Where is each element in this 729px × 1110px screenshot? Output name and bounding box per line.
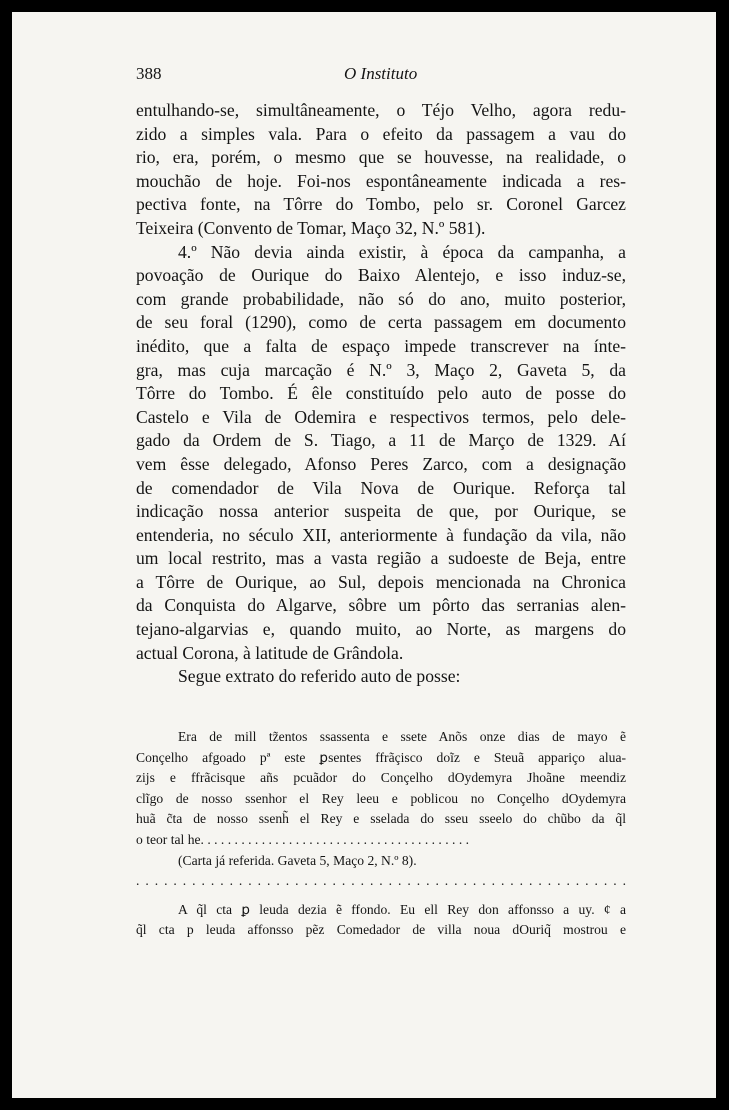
text-line: Teixeira (Convento de Tomar, Maço 32, N.º 581). [136, 217, 486, 238]
text-line: da Conquista do Algarve, sôbre um pôrto das serranias alen- [136, 595, 626, 616]
text-line: com grande probabilidade, não só do ano, muito posterior, [136, 288, 626, 309]
main-text [136, 99, 626, 689]
text-line: zido a simples vala. Para o efeito da passagem a vau do [136, 123, 626, 144]
text-line: tejano-algarvias e, quando muito, ao Norte, as margens do [136, 619, 626, 640]
text-line: actual Corona, à latitude de Grândola. [136, 642, 404, 663]
text-line: pectiva fonte, na Tôrre do Tombo, pelo sr. Coronel Garcez [136, 194, 626, 215]
page-number: 388 [136, 64, 162, 83]
text-line: a Tôrre de Ourique, ao Sul, depois mencionada na Chronica [136, 571, 626, 592]
quote-line: huã c̃ta de nosso ssenh̃ el Rey e sselada do sseu sseelo do chũbo da q̃l [136, 811, 626, 827]
quote-line: clĩgo de nosso ssenhor el Rey leeu e poblicou no Conçelho dOydemyra [136, 790, 626, 806]
text-line: Castelo e Vila de Odemira e respectivos termos, pelo dele- [136, 406, 626, 427]
text-line: 4.º Não devia ainda existir, à época da campanha, a [178, 241, 626, 262]
quote-line: zijs e ffrãcisque añs pcuãdor do Conçelho dOydemyra Jhoãne meendiz [136, 770, 626, 786]
page-header [136, 64, 626, 88]
text-line: mouchão de hoje. Foi-nos espontâneamente indicada a res- [136, 170, 626, 191]
text-line: indicação nossa anterior suspeita de que, por Ourique, se [136, 501, 626, 522]
transcription-quote [136, 727, 626, 941]
quote-line: q̃l cta p leuda affonsso pẽz Comedador de villa noua dOuriq̃ mostrou e [136, 922, 626, 938]
text-line: um local restrito, mas a vasta região a sudoeste de Beja, entre [136, 548, 626, 569]
quote-line: o teor tal he. . . . . . . . . . . . . . . . . . . . . . . . . . . . . . . . . . . . . . . . [136, 831, 470, 847]
dotted-separator: . . . . . . . . . . . . . . . . . . . . . . . . . . . . . . . . . . . . . . . . . . . . . . . . . . . . . [136, 873, 626, 889]
spacer [136, 892, 626, 900]
quote-line: Era de mill tz̃entos ssassenta e ssete Anõs onze dias de mayo ẽ [178, 729, 626, 744]
running-title: O Instituto [344, 64, 418, 83]
text-line: Tôrre do Tombo. É êle constituído pelo auto de posse do [136, 383, 626, 404]
text-line: vem êsse delegado, Afonso Peres Zarco, com a designação [136, 453, 626, 474]
text-line: Segue extrato do referido auto de posse: [178, 666, 461, 687]
quote-line: Conçelho afgoado pª este ꝑsentes ffrãçisco doĩz e Steuã appariço alua- [136, 749, 626, 765]
text-line: de comendador de Vila Nova de Ourique. Reforça tal [136, 477, 626, 498]
text-line: entenderia, no século XII, anteriormente à fundação da vila, não [136, 524, 626, 545]
text-line: inédito, que a falta de espaço impede transcrever na ínte- [136, 335, 626, 356]
text-line: rio, era, porém, o mesmo que se houvesse, na realidade, o [136, 147, 626, 168]
quote-line: A q̃l cta ꝑ leuda dezia ẽ ffondo. Eu ell Rey don affonsso a uy. ¢ a [178, 901, 626, 917]
text-line: povoação de Ourique do Baixo Alentejo, e isso induz-se, [136, 265, 626, 286]
text-line: gra, mas cuja marcação é N.º 3, Maço 2, Gaveta 5, da [136, 359, 626, 380]
text-line: gado da Ordem de S. Tiago, a 11 de Março de 1329. Aí [136, 430, 626, 451]
text-line: de seu foral (1290), como de certa passagem em documento [136, 312, 626, 333]
text-line: entulhando-se, simultâneamente, o Téjo Velho, agora redu- [136, 100, 626, 120]
quote-reference: (Carta já referida. Gaveta 5, Maço 2, N.º 8). [178, 852, 417, 868]
